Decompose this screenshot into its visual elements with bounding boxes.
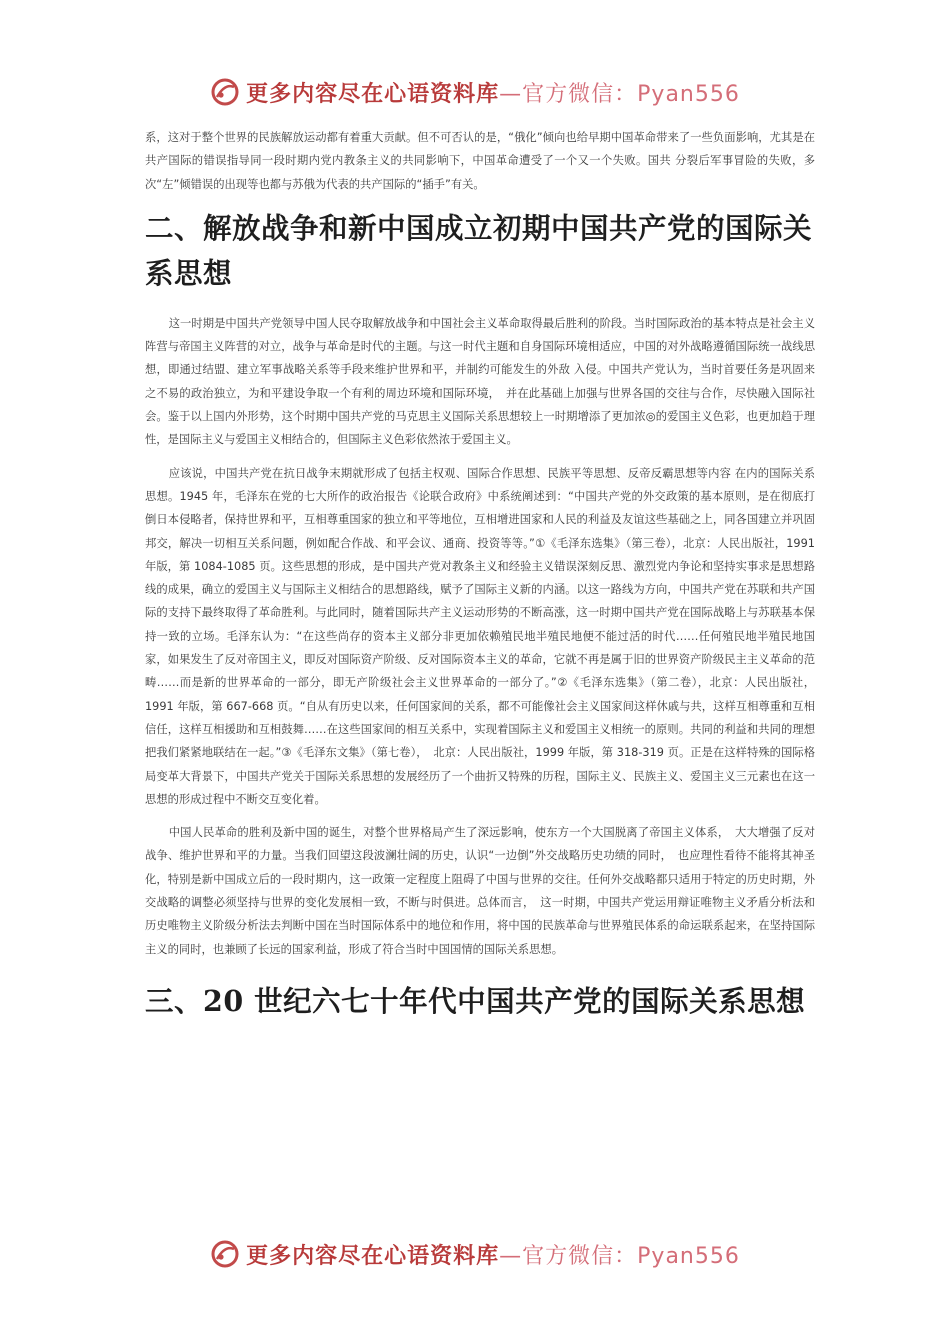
watermark-label: 官方微信：: [522, 81, 638, 107]
paragraph-intro: 系，这对于整个世界的民族解放运动都有着重大贡献。但不可否认的是，“俄化”倾向也给早期中国革命带来了一些负面影响，尤其是在共产国际的错误指导同一段时期内党内教条主义的共同影响下，中国革命遭受了一个又一个失败。国共 分裂后军事冒险的失败，多次“左”倾错误的出现等也都与苏俄为代表的共产国际的“插手”有关。: [145, 131, 815, 191]
watermark-site: 更多内容尽在心语资料库: [246, 1243, 500, 1269]
watermark-wechat: Pyan556: [637, 1243, 740, 1269]
paragraph-1: 这一时期是中国共产党领导中国人民夺取解放战争和中国社会主义革命取得最后胜利的阶段。当时国际政治的基本特点是社会主义阵营与帝国主义阵营的对立，战争与革命是时代的主题。与这一时代主题和自身国际环境相适应，中国的对外战略遵循国际统一战线思想，即通过结盟、建立军事战略关系等手段来维护世界和平，并制约可能发生的外敌 入侵。中国共产党认为，当时首要任务是巩固来之不易的政治独立，为和平建设争取一个有利的周边环境和国际环境， 并在此基础上加强与世界各国的交往与合作，尽快融入国际社会。鉴于以上国内外形势，这个时期中国共产党的马克思主义国际关系思想较上一时期增添了更加浓◎的爱国主义色彩，也更加趋于理性，是国际主义与爱国主义相结合的，但国际主义色彩依然浓于爱国主义。: [145, 316, 815, 447]
watermark-banner-bottom: [0, 1234, 950, 1274]
section-heading-2: 二、解放战争和新中国成立初期中国共产党的国际关系思想: [145, 210, 813, 290]
document-body: [145, 126, 815, 1040]
watermark-site: 更多内容尽在心语资料库: [246, 81, 500, 107]
paragraph-3: 中国人民革命的胜利及新中国的诞生，对整个世界格局产生了深远影响，使东方一个大国脱离了帝国主义体系， 大大增强了反对战争、维护世界和平的力量。当我们回望这段波澜壮阔的历史，认识“一边倒”外交战略历史功绩的同时， 也应理性看待不能将其神圣化，特别是新中国成立后的一段时期内，这一政策一定程度上阻碍了中国与世界的交往。任何外交战略都只适用于特定的历史时期，外交战略的调整必须坚持与世界的变化发展相一致，不断与时俱进。总体而言， 这一时期，中国共产党运用辩证唯物主义矛盾分析法和历史唯物主义阶级分析法去判断中国在当时国际体系中的地位和作用，将中国的民族革命与世界殖民体系的命运联系起来，在坚持国际主义的同时，也兼顾了长远的国家利益，形成了符合当时中国国情的国际关系思想。: [145, 826, 815, 956]
logo-icon: [210, 1239, 240, 1269]
section-heading-3: 三、20 世纪六七十年代中国共产党的国际关系思想: [145, 983, 806, 1018]
watermark-separator: —: [499, 81, 523, 107]
paragraph-2: 应该说，中国共产党在抗日战争末期就形成了包括主权观、国际合作思想、民族平等思想、反帝反霸思想等内容 在内的国际关系思想。1945 年，毛泽东在党的七大所作的政治报告《论联合政府》中系统阐述到：“中国共产党的外交政策的基本原则，是在彻底打倒日本侵略者，保持世界和平，互相尊重国家的独立和平等地位，互相增进国家和人民的利益及友谊这些基础之上，同各国建立并巩固邦交，解决一切相互关系问题，例如配合作战、和平会议、通商、投资等等。”①《毛泽东选集》（第三卷），北京：人民出版社，1991 年版，第 1084-1085 页。这些思想的形成，是中国共产党对教条主义和经验主义错误深刻反思、激烈党内争论和坚持实事求是思想路线的成果，确立的爱国主义与国际主义相结合的思想路线，赋予了国际主义新的内涵。以这一路线为方向，中国共产党在苏联和共产国际的支持下最终取得了革命胜利。与此同时，随着国际共产主义运动形势的不断高涨，这一时期中国共产党在国际战略上与苏联基本保持一致的立场。毛泽东认为：“在这些尚存的资本主义部分非更加依赖殖民地半殖民地便不能过活的时代……任何殖民地半殖民地国家，如果发生了反对帝国主义，即反对国际资产阶级、反对国际资本主义的革命，它就不再是属于旧的世界资产阶级民主主义革命的范畴……而是新的世界革命的一部分，即无产阶级社会主义世界革命的一部分了。”②《毛泽东选集》（第二卷），北京：人民出版社，1991 年版，第 667-668 页。“自从有历史以来，任何国家间的关系，都不可能像社会主义国家间这样休戚与共，这样互相尊重和互相信任，这样互相援助和互相鼓舞……在这些国家间的相互关系中，实现着国际主义和爱国主义相统一的原则。共同的利益和共同的理想把我们紧紧地联结在一起。”③《毛泽东文集》（第七卷）， 北京：人民出版社，1999 年版，第 318-319 页。正是在这样特殊的国际格局变革大背景下，中国共产党关于国际关系思想的发展经历了一个曲折又特殊的历程，国际主义、民族主义、爱国主义三元素也在这一思想的形成过程中不断交互变化着。: [145, 466, 815, 806]
watermark-separator: —: [499, 1243, 523, 1269]
watermark-banner-top: [0, 72, 950, 112]
watermark-wechat: Pyan556: [637, 81, 740, 107]
watermark-label: 官方微信：: [522, 1243, 638, 1269]
logo-icon: [210, 77, 240, 107]
